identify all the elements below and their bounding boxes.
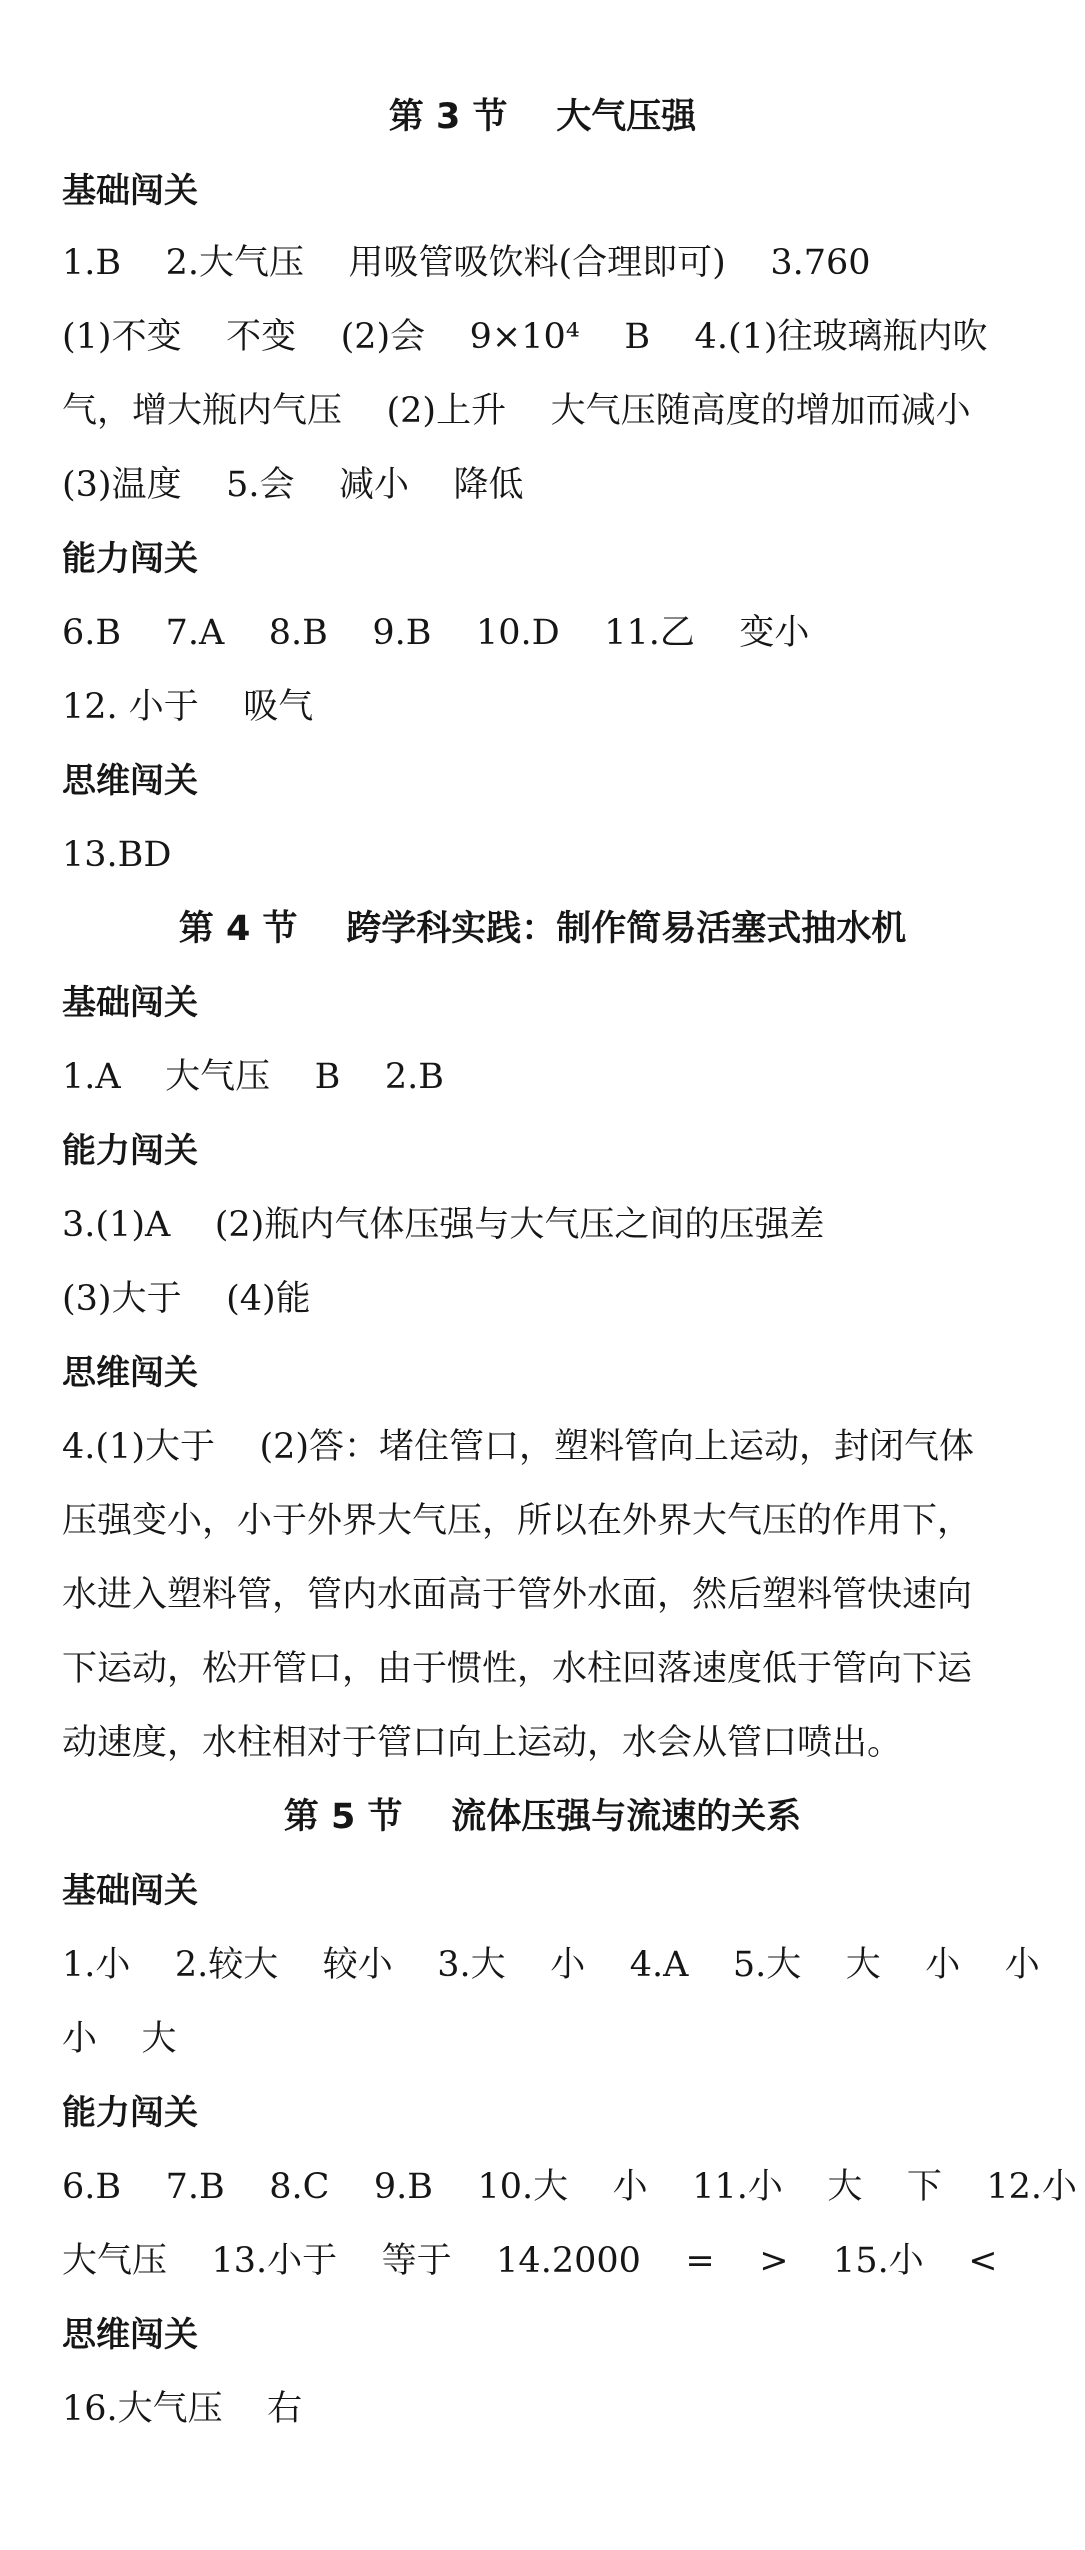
section-3-ability-line-2: 12. 小于 吸气 bbox=[62, 687, 314, 727]
section-4-title: 第 4 节 跨学科实践：制作简易活塞式抽水机 bbox=[178, 909, 907, 949]
section-5-basic-line-1: 1.小 2.较大 较小 3.大 小 4.A 5.大 大 小 小 bbox=[62, 1945, 1040, 1985]
section-4-thinking-line-3: 水进入塑料管，管内水面高于管外水面，然后塑料管快速向 bbox=[62, 1575, 973, 1615]
section-5-title: 第 5 节 流体压强与流速的关系 bbox=[283, 1797, 802, 1837]
section-3-thinking-heading: 思维闯关 bbox=[62, 761, 198, 801]
section-5-ability-line-2: 大气压 13.小于 等于 14.2000 = > 15.小 < bbox=[62, 2241, 998, 2281]
section-4-thinking-line-2: 压强变小，小于外界大气压，所以在外界大气压的作用下， bbox=[62, 1501, 973, 1541]
section-3-title: 第 3 节 大气压强 bbox=[388, 97, 697, 137]
section-3-ability-heading: 能力闯关 bbox=[62, 539, 198, 579]
section-5-ability-line-1: 6.B 7.B 8.C 9.B 10.大 小 11.小 大 下 12.小 bbox=[62, 2167, 1078, 2207]
section-4-ability-heading: 能力闯关 bbox=[62, 1131, 198, 1171]
section-3-thinking-line-1: 13.BD bbox=[62, 835, 172, 875]
section-3-basic-line-1: 1.B 2.大气压 用吸管吸饮料(合理即可) 3.760 bbox=[62, 243, 871, 283]
section-4-thinking-heading: 思维闯关 bbox=[62, 1353, 198, 1393]
section-4-basic-heading: 基础闯关 bbox=[62, 983, 198, 1023]
section-3-ability-line-1: 6.B 7.A 8.B 9.B 10.D 11.乙 变小 bbox=[62, 613, 810, 653]
section-4-thinking-line-4: 下运动，松开管口，由于惯性，水柱回落速度低于管向下运 bbox=[62, 1649, 973, 1689]
section-4-thinking-line-1: 4.(1)大于 (2)答：堵住管口，塑料管向上运动，封闭气体 bbox=[62, 1427, 975, 1467]
section-5-ability-heading: 能力闯关 bbox=[62, 2093, 198, 2133]
section-4-ability-line-1: 3.(1)A (2)瓶内气体压强与大气压之间的压强差 bbox=[62, 1205, 825, 1245]
section-3-basic-line-4: (3)温度 5.会 减小 降低 bbox=[62, 465, 524, 505]
section-4-ability-line-2: (3)大于 (4)能 bbox=[62, 1279, 311, 1319]
section-5-basic-line-2: 小 大 bbox=[62, 2019, 177, 2059]
section-5-thinking-line-1: 16.大气压 右 bbox=[62, 2389, 303, 2429]
section-3-basic-line-2: (1)不变 不变 (2)会 9×10⁴ B 4.(1)往玻璃瓶内吹 bbox=[62, 317, 988, 357]
section-3-basic-line-3: 气，增大瓶内气压 (2)上升 大气压随高度的增加而减小 bbox=[62, 391, 971, 431]
section-5-thinking-heading: 思维闯关 bbox=[62, 2315, 198, 2355]
section-4-thinking-line-5: 动速度，水柱相对于管口向上运动，水会从管口喷出。 bbox=[62, 1723, 903, 1763]
section-3-basic-heading: 基础闯关 bbox=[62, 171, 198, 211]
section-4-basic-line-1: 1.A 大气压 B 2.B bbox=[62, 1057, 445, 1097]
section-5-basic-heading: 基础闯关 bbox=[62, 1871, 198, 1911]
